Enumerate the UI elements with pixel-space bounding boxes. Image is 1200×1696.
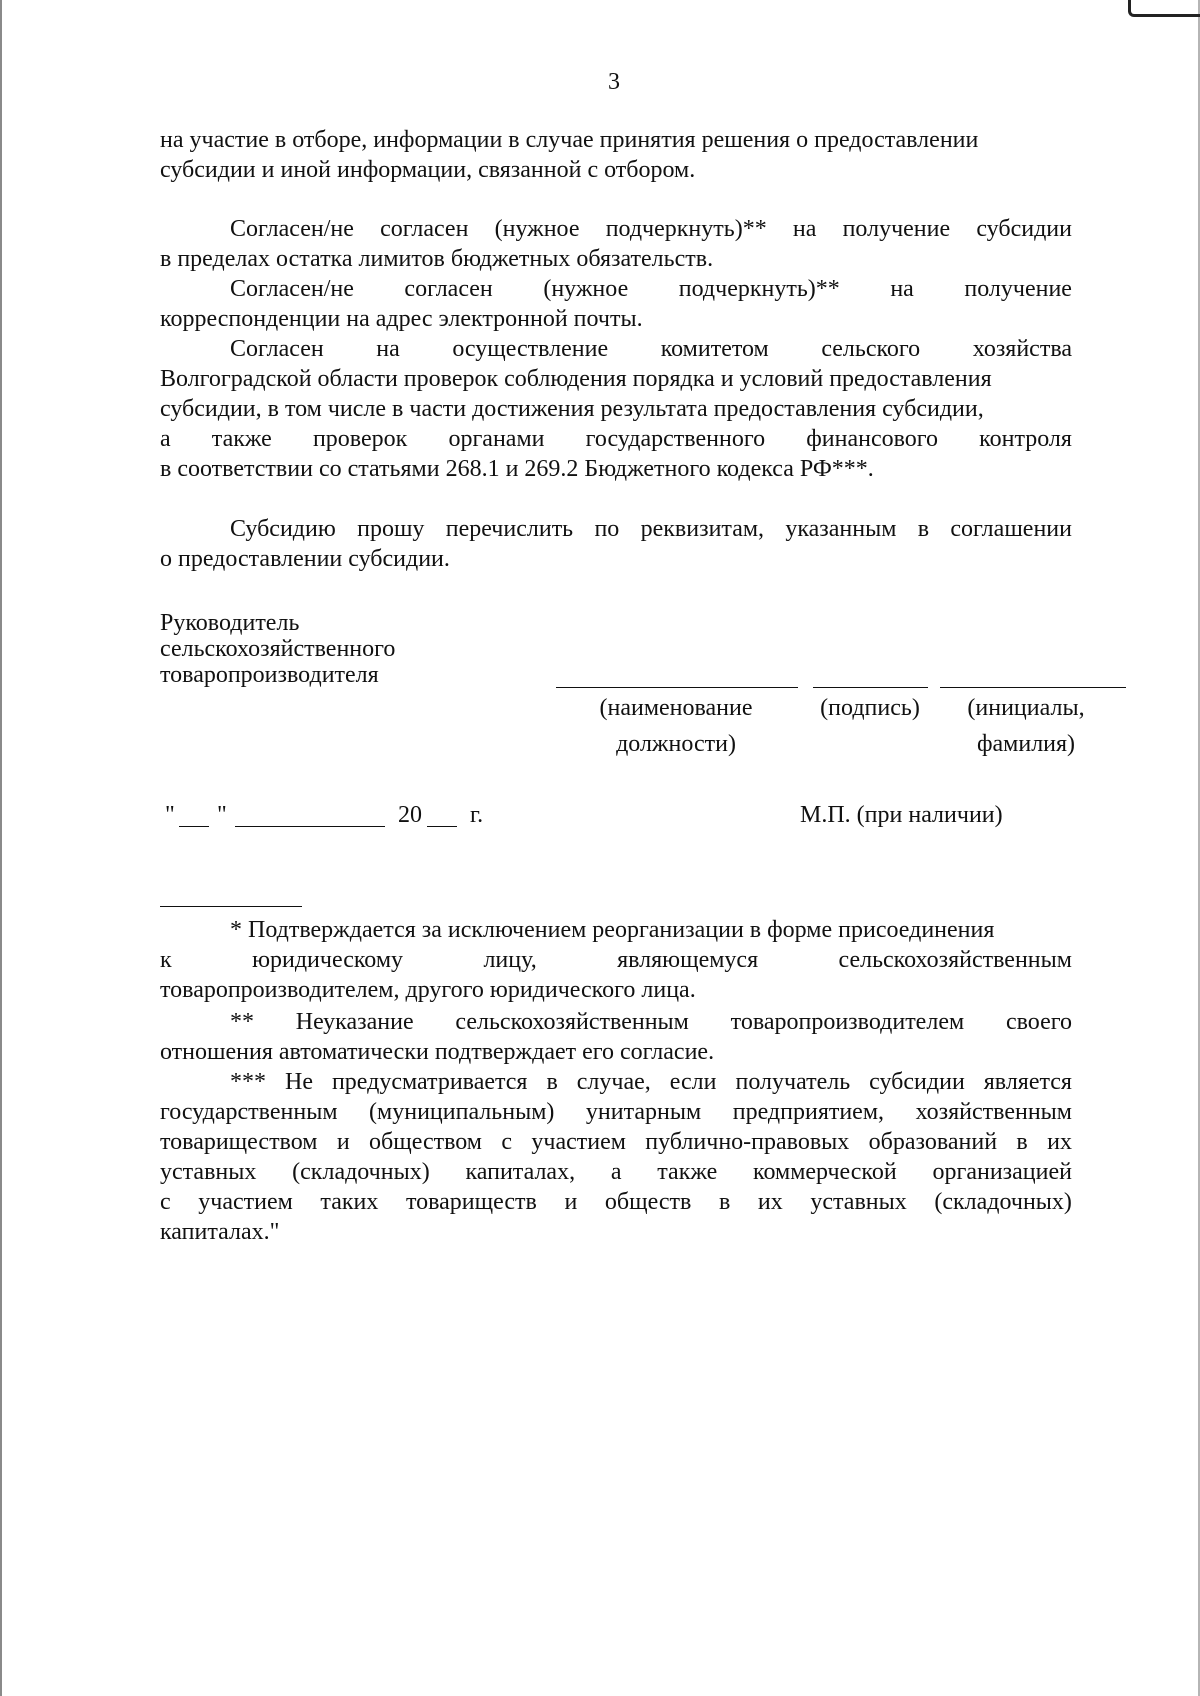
year-prefix: 20 xyxy=(398,802,422,828)
footnote-3 xyxy=(160,1067,1072,1247)
text-line: в пределах остатка лимитов бюджетных обязательств. xyxy=(160,246,714,272)
word: Согласен xyxy=(230,336,324,362)
transfer-request-paragraph xyxy=(160,514,1072,574)
word: обществом xyxy=(369,1129,482,1155)
year-suffix: г. xyxy=(470,802,484,828)
word: (муниципальным) xyxy=(369,1099,555,1125)
text-line: капиталах." xyxy=(160,1219,280,1245)
word: предприятием, xyxy=(732,1099,885,1125)
footnote-separator xyxy=(160,906,302,907)
date-close-quote: " xyxy=(217,802,227,828)
signatory-line: сельскохозяйственного xyxy=(160,636,396,662)
justified-line xyxy=(160,1187,1072,1217)
word: указанным xyxy=(785,516,897,542)
justified-line xyxy=(160,1007,1072,1037)
justified-line xyxy=(160,274,1072,304)
word: субсидии xyxy=(976,216,1072,242)
word: уставных xyxy=(160,1159,257,1185)
signature-blank xyxy=(813,687,928,688)
word: с xyxy=(501,1129,513,1155)
consent-email-paragraph xyxy=(160,274,1072,334)
word: согласен xyxy=(404,276,493,302)
word: сельского xyxy=(821,336,921,362)
word: перечислить xyxy=(445,516,574,542)
seal-note: М.П. (при наличии) xyxy=(800,802,1003,828)
justified-line xyxy=(160,424,1072,454)
word: получение xyxy=(964,276,1072,302)
word: в xyxy=(718,1189,731,1215)
justified-line xyxy=(160,1157,1072,1187)
word: также xyxy=(211,426,272,452)
word: Субсидию xyxy=(230,516,336,542)
word: и xyxy=(564,1189,578,1215)
word: коммерческой xyxy=(753,1159,897,1185)
day-blank xyxy=(179,826,209,827)
word: а xyxy=(610,1159,622,1185)
text-line: субсидии, в том числе в части достижения результата предоставления субсидии, xyxy=(160,396,984,422)
word: Согласен/не xyxy=(230,216,354,242)
caption-line: должности) xyxy=(616,731,736,757)
word: в xyxy=(917,516,930,542)
word: подчеркнуть)** xyxy=(678,276,840,302)
word: органами xyxy=(448,426,545,452)
word: с xyxy=(160,1189,171,1215)
word: товаропроизводителем xyxy=(730,1009,965,1035)
date-line xyxy=(165,800,505,834)
word: к xyxy=(160,947,172,973)
signatory-line: Руководитель xyxy=(160,610,300,636)
continuation-paragraph xyxy=(160,125,1072,185)
word: прошу xyxy=(357,516,425,542)
word: организацией xyxy=(932,1159,1072,1185)
scan-edge-corner xyxy=(1128,0,1200,17)
justified-line xyxy=(160,214,1072,244)
signatory-block xyxy=(160,610,560,688)
footnote-1 xyxy=(160,915,1072,1005)
initials-blank xyxy=(940,687,1126,688)
word: образований xyxy=(868,1129,998,1155)
justified-line xyxy=(160,514,1072,544)
word: государственного xyxy=(585,426,766,452)
scan-edge xyxy=(0,0,2,1696)
initials-caption xyxy=(955,690,1097,762)
text-line: * Подтверждается за исключением реорганизации в форме присоединения xyxy=(230,917,995,943)
word: субсидии xyxy=(869,1069,965,1095)
justified-line xyxy=(160,1067,1072,1097)
position-caption xyxy=(576,690,776,762)
word: а xyxy=(160,426,171,452)
word: если xyxy=(669,1069,717,1095)
word: унитарным xyxy=(585,1099,702,1125)
word: хозяйства xyxy=(972,336,1072,362)
consent-checks-paragraph xyxy=(160,334,1072,484)
word: лицу, xyxy=(483,947,537,973)
text-line: субсидии и иной информации, связанной с отбором. xyxy=(160,157,696,183)
word: получение xyxy=(842,216,951,242)
word: капиталах, xyxy=(465,1159,576,1185)
word: (складочных) xyxy=(934,1189,1072,1215)
word: товариществом xyxy=(160,1129,318,1155)
word: подчеркнуть)** xyxy=(605,216,767,242)
caption-line: (подпись) xyxy=(820,695,920,721)
justified-line xyxy=(160,334,1072,364)
footnote-2 xyxy=(160,1007,1072,1067)
year-blank xyxy=(427,826,457,827)
word: являющемуся xyxy=(617,947,759,973)
text-line: в соответствии со статьями 268.1 и 269.2 Бюджетного кодекса РФ***. xyxy=(160,456,874,482)
text-line: на участие в отборе, информации в случае принятия решения о предоставлении xyxy=(160,127,979,153)
date-open-quote: " xyxy=(165,802,175,828)
word: ** xyxy=(230,1009,254,1035)
word: в xyxy=(1016,1129,1028,1155)
word: уставных xyxy=(810,1189,907,1215)
justified-line xyxy=(160,1097,1072,1127)
word: своего xyxy=(1005,1009,1072,1035)
word: таких xyxy=(320,1189,379,1215)
signatory-line: товаропроизводителя xyxy=(160,662,379,688)
word: согласен xyxy=(380,216,469,242)
word: публично-правовых xyxy=(645,1129,850,1155)
word: обществ xyxy=(604,1189,692,1215)
word: участием xyxy=(531,1129,626,1155)
word: участием xyxy=(198,1189,293,1215)
word: проверок xyxy=(312,426,408,452)
page-number: 3 xyxy=(608,69,620,95)
text-line: Волгоградской области проверок соблюдения порядка и условий предоставления xyxy=(160,366,992,392)
text-line: о предоставлении субсидии. xyxy=(160,546,450,572)
word: сельскохозяйственным xyxy=(838,947,1072,973)
word: (нужное xyxy=(494,216,580,242)
word: в xyxy=(546,1069,558,1095)
text-line: корреспонденции на адрес электронной почты. xyxy=(160,306,643,332)
caption-line: (наименование xyxy=(599,695,753,721)
word: их xyxy=(757,1189,783,1215)
word: их xyxy=(1047,1129,1072,1155)
word: соглашении xyxy=(950,516,1072,542)
caption-line: фамилия) xyxy=(976,731,1076,757)
word: является xyxy=(983,1069,1072,1095)
word: Не xyxy=(284,1069,313,1095)
word: по xyxy=(594,516,620,542)
word: осуществление xyxy=(452,336,609,362)
word: также xyxy=(657,1159,718,1185)
word: и xyxy=(336,1129,350,1155)
word: *** xyxy=(230,1069,266,1095)
position-blank xyxy=(556,687,798,688)
word: сельскохозяйственным xyxy=(455,1009,689,1035)
word: на xyxy=(792,216,817,242)
word: товариществ xyxy=(405,1189,537,1215)
text-line: товаропроизводителем, другого юридического лица. xyxy=(160,977,696,1003)
word: комитетом xyxy=(660,336,769,362)
word: (нужное xyxy=(543,276,629,302)
word: реквизитам, xyxy=(640,516,765,542)
word: финансового xyxy=(806,426,939,452)
word: на xyxy=(376,336,400,362)
word: случае, xyxy=(576,1069,651,1095)
caption-line: (инициалы, xyxy=(967,695,1085,721)
word: получатель xyxy=(735,1069,851,1095)
consent-limits-paragraph xyxy=(160,214,1072,274)
word: юридическому xyxy=(252,947,404,973)
word: государственным xyxy=(160,1099,338,1125)
word: (складочных) xyxy=(292,1159,430,1185)
word: контроля xyxy=(979,426,1072,452)
word: предусматривается xyxy=(331,1069,528,1095)
word: Согласен/не xyxy=(230,276,354,302)
justified-line xyxy=(160,945,1072,975)
justified-line xyxy=(160,1127,1072,1157)
month-blank xyxy=(235,826,385,827)
text-line: отношения автоматически подтверждает его согласие. xyxy=(160,1039,715,1065)
signature-caption xyxy=(805,690,935,726)
word: на xyxy=(890,276,914,302)
word: хозяйственным xyxy=(915,1099,1072,1125)
word: Неуказание xyxy=(295,1009,414,1035)
